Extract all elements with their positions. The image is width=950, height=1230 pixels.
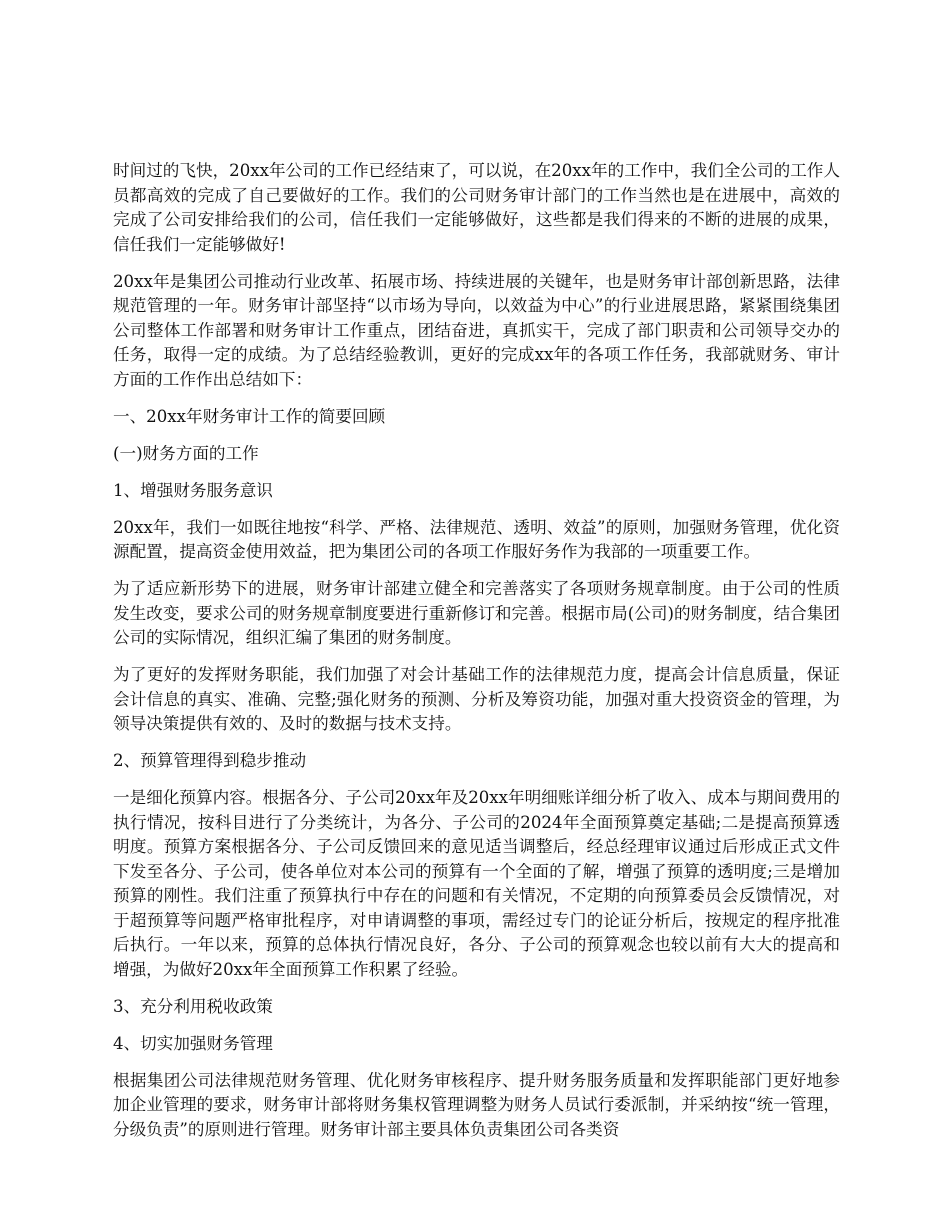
item-heading-service-awareness: 1、增强财务服务意识 xyxy=(113,480,273,500)
regulations-paragraph: 为了适应新形势下的进展，财务审计部建立健全和完善落实了各项财务规章制度。由于公司的性质发生改变，要求公司的财务规章制度要进行重新修订和完善。根据市局(公司)的财务制度，结合集团公司的实际情况，组织汇编了集团的财务制度。 xyxy=(113,579,840,647)
financial-function-paragraph: 为了更好的发挥财务职能，我们加强了对会计基础工作的法律规范力度，提高会计信息质量，保证会计信息的真实、准确、完整;强化财务的预测、分析及筹资功能，加强对重大投资资金的管理，为领导决策提供有效的、及时的数据与技术支持。 xyxy=(113,665,840,733)
item-heading-tax-policy: 3、充分利用税收政策 xyxy=(113,996,273,1016)
document-body xyxy=(113,159,840,1155)
financial-management-paragraph: 根据集团公司法律规范财务管理、优化财务审核程序、提升财务服务质量和发挥职能部门更好地参加企业管理的要求，财务审计部将财务集权管理调整为财务人员试行委派制，并采纳按“统一管理，分级负责”的原则进行管理。财务审计部主要具体负责集团公司各类资 xyxy=(113,1070,840,1139)
item-heading-budget: 2、预算管理得到稳步推动 xyxy=(113,751,307,770)
service-awareness-paragraph: 20xx年，我们一如既往地按“科学、严格、法律规范、透明、效益”的原则，加强财务管理，优化资源配置，提高资金使用效益，把为集团公司的各项工作服好务作为我部的一项重要工作。 xyxy=(113,517,840,561)
intro-paragraph: 时间过的飞快，20xx年公司的工作已经结束了，可以说，在20xx年的工作中，我们全公司的工作人员都高效的完成了自己要做好的工作。我们的公司财务审计部门的工作当然也是在进展中，高效的完成了公司安排给我们的公司，信任我们一定能够做好，这些都是我们得来的不断的进展的成果，信任我们一定能够做好! xyxy=(113,161,840,254)
section-heading-review: 一、20xx年财务审计工作的简要回顾 xyxy=(113,406,386,426)
overview-paragraph: 20xx年是集团公司推动行业改革、拓展市场、持续进展的关键年，也是财务审计部创新思路，法律规范管理的一年。财务审计部坚持“以市场为导向，以效益为中心”的行业进展思路，紧紧围绕集团公司整体工作部署和财务审计工作重点，团结奋进，真抓实干，完成了部门职责和公司领导交办的任务，取得一定的成绩。为了总结经验教训，更好的完成xx年的各项工作任务，我部就财务、审计方面的工作作出总结如下： xyxy=(113,271,840,389)
budget-paragraph: 一是细化预算内容。根据各分、子公司20xx年及20xx年明细账详细分析了收入、成本与期间费用的执行情况，按科目进行了分类统计，为各分、子公司的2024年全面预算奠定基础;二是提高预算透明度。预算方案根据各分、子公司反馈回来的意见适当调整后，经总经理审议通过后形成正式文件下发至各分、子公司，使各单位对本公司的预算有一个全面的了解，增强了预算的透明度;三是增加预算的刚性。我们注重了预算执行中存在的问题和有关情况，不定期的向预算委员会反馈情况，对于超预算等问题严格审批程序，对申请调整的事项，需经过专门的论证分析后，按规定的程序批准后执行。一年以来，预算的总体执行情况良好，各分、子公司的预算观念也较以前有大大的提高和增强，为做好20xx年全面预算工作积累了经验。 xyxy=(113,788,840,979)
subsection-heading-finance: (一)财务方面的工作 xyxy=(113,443,259,463)
item-heading-financial-management: 4、切实加强财务管理 xyxy=(113,1033,273,1053)
